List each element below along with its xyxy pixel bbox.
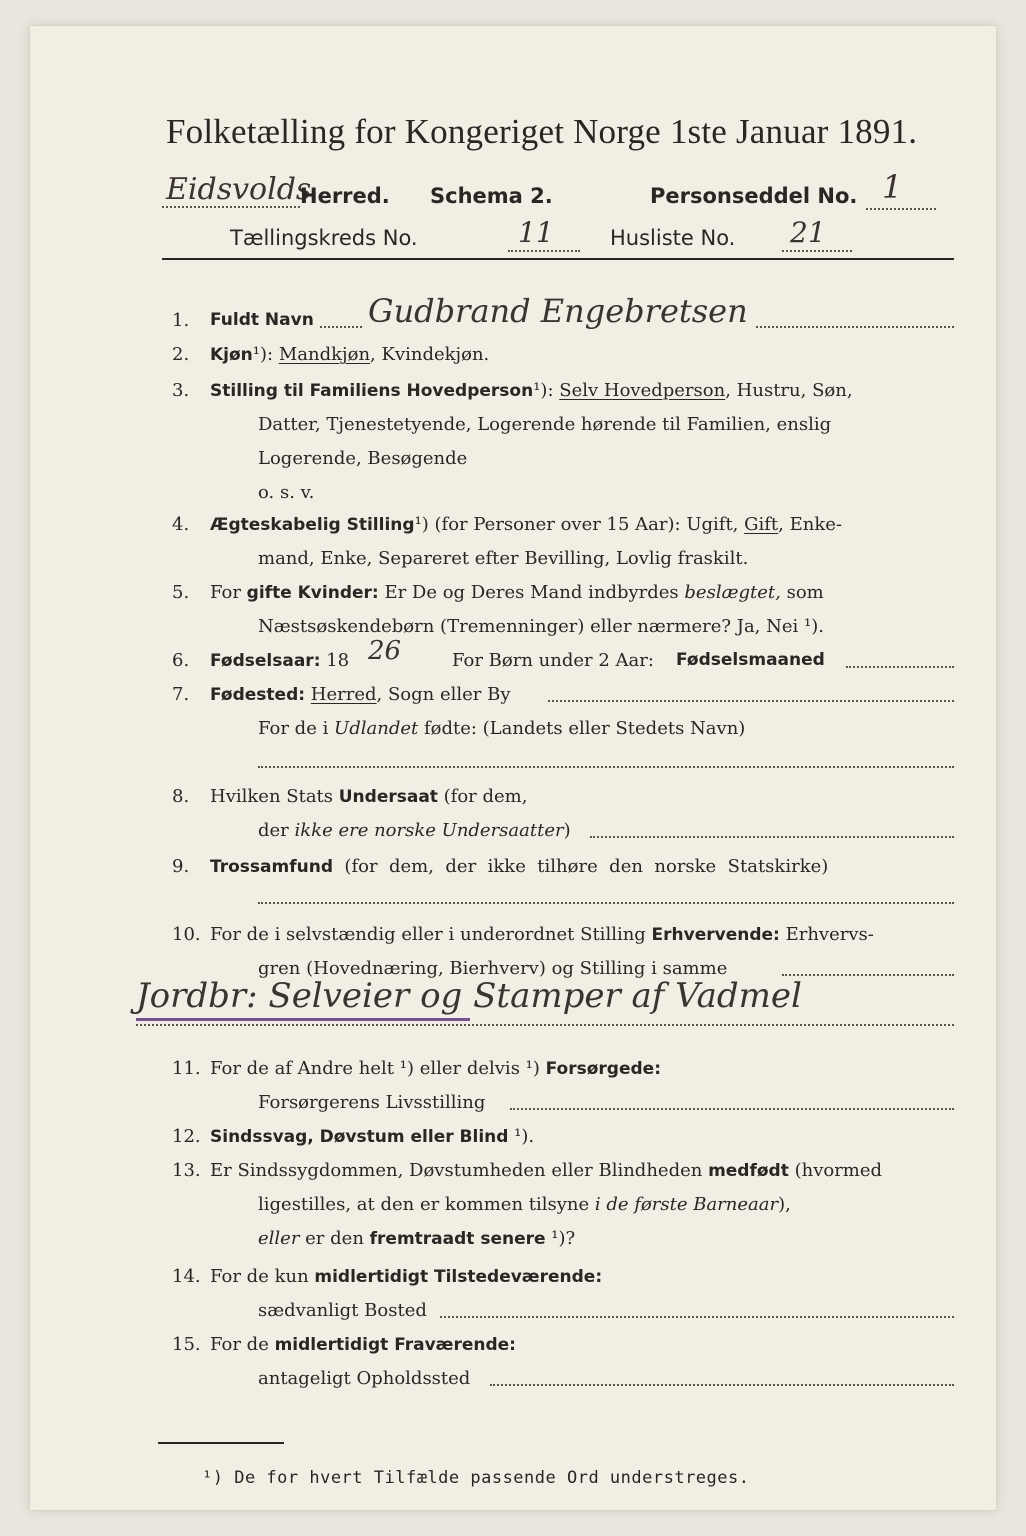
q3-line4: o. s. v. [258, 482, 315, 503]
q10-purple-underline [136, 1018, 470, 1021]
q13-text-a: Er Sindssygdommen, Døvstumheden eller Blindheden [210, 1160, 709, 1181]
q15-dots [490, 1384, 954, 1386]
q8-line2-italic: ikke ere norske Undersaatter [294, 820, 564, 841]
q7-line2-b: fødte: (Landets eller Stedets Navn) [418, 718, 746, 739]
q8-dots [590, 836, 954, 838]
q3-number: 3. [172, 380, 190, 401]
q2-sup: ¹): [252, 344, 274, 365]
herred-dots [162, 206, 300, 208]
q2-label: Kjøn [210, 345, 253, 365]
census-form-page [30, 26, 996, 1510]
q5-text-a: For [210, 582, 247, 603]
q3-sup: ¹): [533, 380, 554, 401]
q13-text-b: (hvormed [788, 1160, 883, 1181]
kreds-number: 11 [518, 216, 554, 249]
q11-dots [510, 1108, 954, 1110]
q8-text-a: Hvilken Stats [210, 786, 339, 807]
husliste-dots [782, 250, 852, 252]
q7-option-herred: Herred [310, 684, 377, 705]
q7-number: 7. [172, 684, 190, 705]
q5-text-b: Er De og Deres Mand indbyrdes [378, 582, 685, 603]
q10-label: Erhvervende: [651, 925, 780, 945]
husliste-number: 21 [790, 216, 826, 249]
q13-line2-a: ligestilles, at den er kommen tilsyne [258, 1194, 595, 1215]
q9-answer-dots [258, 902, 954, 904]
q9-number: 9. [172, 856, 190, 877]
q7-dots [548, 700, 954, 702]
q1-number: 1. [172, 310, 190, 331]
q12-sup: ¹). [508, 1126, 535, 1147]
q3-option-selv-hovedperson: Selv Hovedperson [559, 380, 726, 401]
q6-birthyear-value: 26 [368, 636, 402, 666]
q5-text-c: som [780, 582, 824, 603]
personseddel-dots [866, 208, 936, 210]
q8-line2-a: der [258, 820, 295, 841]
q14-number: 14. [172, 1266, 201, 1287]
q12-number: 12. [172, 1126, 201, 1147]
q13-line2-b: ), [778, 1194, 791, 1215]
kreds-label: Tællingskreds No. [230, 226, 418, 250]
personseddel-number: 1 [882, 168, 903, 206]
q3-line3: Logerende, Besøgende [258, 448, 468, 469]
q10-text-a: For de i selvstændig eller i underordnet Stilling [210, 924, 652, 945]
q4-option-gift: Gift [744, 514, 779, 535]
q8-label: Undersaat [338, 787, 438, 807]
q7-text: , Sogn eller By [376, 684, 511, 705]
q10-answer-dots [136, 1024, 954, 1026]
footnote: ¹) De for hvert Tilfælde passende Ord understreges. [202, 1468, 750, 1488]
q5-number: 5. [172, 582, 190, 603]
form-title: Folketælling for Kongeriget Norge 1ste Januar 1891. [166, 112, 918, 151]
schema-label: Schema 2. [430, 184, 553, 208]
footnote-rule [158, 1442, 284, 1444]
q11-number: 11. [172, 1058, 201, 1079]
q15-text: For de [210, 1334, 275, 1355]
q11-text: For de af Andre helt ¹) eller delvis ¹) [210, 1058, 546, 1079]
q6-number: 6. [172, 650, 190, 671]
q6-label2: Fødselsmaaned [676, 650, 825, 670]
q4-line2: mand, Enke, Separeret efter Bevilling, Lovlig fraskilt. [258, 548, 749, 569]
q13-number: 13. [172, 1160, 201, 1181]
q9-label: Trossamfund [210, 857, 333, 877]
q4-text-a: ¹) (for Personer over 15 Aar): Ugift, [414, 514, 745, 535]
q10-text-b: Erhvervs- [779, 924, 874, 945]
q6-text: For Børn under 2 Aar: [452, 650, 654, 671]
q13-line2-italic: i de første Barneaar [594, 1194, 779, 1215]
q13-line3-bold: fremtraadt senere [369, 1229, 546, 1249]
q7-label: Fødested: [210, 685, 306, 705]
q7-answer-dots [258, 766, 954, 768]
herred-name: Eidsvolds [166, 172, 312, 207]
herred-label: Herred. [300, 184, 390, 208]
q6-prefix: 18 [320, 650, 350, 671]
q4-number: 4. [172, 514, 190, 535]
q10-number: 10. [172, 924, 201, 945]
q14-line2: sædvanligt Bosted [258, 1300, 427, 1321]
q13-label: medfødt [708, 1161, 789, 1181]
personseddel-label: Personseddel No. [650, 184, 858, 208]
q10-line2: gren (Hovednæring, Bierhverv) og Stilling i samme [258, 958, 728, 979]
q1-label: Fuldt Navn [210, 310, 314, 330]
q6-label: Fødselsaar: [210, 651, 321, 671]
q2-option-mandkjon: Mandkjøn [278, 344, 371, 365]
q14-text: For de kun [210, 1266, 315, 1287]
q5-label: gifte Kvinder: [246, 583, 379, 603]
q7-line2-a: For de i [258, 718, 335, 739]
q15-label: midlertidigt Fraværende: [274, 1335, 516, 1355]
header-rule [162, 258, 954, 260]
q14-label: midlertidigt Tilstedeværende: [314, 1267, 603, 1287]
q2-number: 2. [172, 344, 190, 365]
q9-text: (for dem, der ikke tilhøre den norske Statskirke) [332, 856, 829, 877]
kreds-dots [508, 250, 580, 252]
q5-italic: beslægtet, [684, 582, 781, 603]
q7-line2-italic: Udlandet [334, 718, 419, 739]
q3-line1-rest: , Hustru, Søn, [725, 380, 853, 401]
q8-line2-b: ) [563, 820, 571, 841]
q11-line2: Forsørgerens Livsstilling [258, 1092, 486, 1113]
q10-occupation-value: Jordbr: Selveier og Stamper af Vadmel [136, 976, 802, 1016]
q10-dots [782, 974, 954, 976]
q15-number: 15. [172, 1334, 201, 1355]
q15-line2: antageligt Opholdssted [258, 1368, 471, 1389]
husliste-label: Husliste No. [610, 226, 736, 250]
q6-dots [846, 666, 954, 668]
q3-line2: Datter, Tjenestetyende, Logerende hørende til Familien, enslig [258, 414, 832, 435]
q8-number: 8. [172, 786, 190, 807]
q13-line3-italic: eller [258, 1228, 300, 1249]
q14-dots [440, 1316, 954, 1318]
q5-line2: Næstsøskendebørn (Tremenninger) eller nærmere? Ja, Nei ¹). [258, 616, 824, 637]
q11-label: Forsørgede: [545, 1059, 661, 1079]
q8-text-b: (for dem, [437, 786, 528, 807]
q4-text-b: , Enke- [778, 514, 842, 535]
q3-label: Stilling til Familiens Hovedperson [210, 381, 534, 401]
q12-label: Sindssvag, Døvstum eller Blind [210, 1127, 509, 1147]
q1-name-value: Gudbrand Engebretsen [362, 292, 754, 330]
q2-option-kvindekjon: , Kvindekjøn. [370, 344, 490, 365]
q13-line3-c: ¹)? [545, 1228, 576, 1249]
q13-line3-a: er den [299, 1228, 370, 1249]
q4-label: Ægteskabelig Stilling [210, 515, 415, 535]
